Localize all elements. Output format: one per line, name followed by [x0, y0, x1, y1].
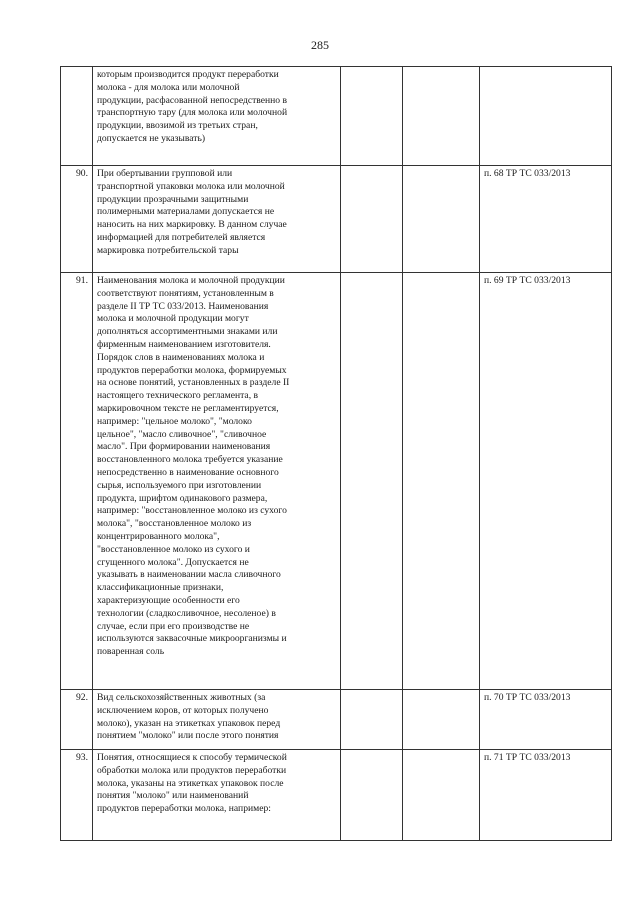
reference-cell [480, 67, 612, 166]
requirement-text: которым производится продукт переработки молока - для молока или молочной продукции, расфасованной непосредственно в транспортную тару (для молока или молочной продукции, ввозимой из третьих стран, допускается не указывать) [93, 67, 341, 166]
row-number: 91. [61, 273, 93, 690]
requirements-table [60, 66, 612, 841]
empty-cell [341, 273, 403, 690]
table-row [61, 690, 612, 750]
row-number: 93. [61, 750, 93, 841]
table-row [61, 67, 612, 166]
empty-cell [403, 273, 480, 690]
table-row [61, 750, 612, 841]
requirement-text: Понятия, относящиеся к способу термической обработки молока или продуктов переработки молока, указаны на этикетках упаковок после понятия "молоко" или наименований продуктов переработки молока, например: [93, 750, 341, 841]
requirement-text: При обертывании групповой или транспортной упаковки молока или молочной продукции прозрачными защитными полимерными материалами допускается не наносить на них маркировку. В данном случае информацией для потребителей является маркировка потребительской тары [93, 166, 341, 273]
empty-cell [403, 67, 480, 166]
empty-cell [403, 750, 480, 841]
empty-cell [341, 67, 403, 166]
row-number: 92. [61, 690, 93, 750]
row-number: 90. [61, 166, 93, 273]
reference-cell: п. 69 ТР ТС 033/2013 [480, 273, 612, 690]
reference-cell: п. 70 ТР ТС 033/2013 [480, 690, 612, 750]
empty-cell [341, 690, 403, 750]
empty-cell [403, 166, 480, 273]
page-number: 285 [311, 38, 329, 52]
reference-cell: п. 68 ТР ТС 033/2013 [480, 166, 612, 273]
table-row [61, 273, 612, 690]
requirement-text: Вид сельскохозяйственных животных (за исключением коров, от которых получено молоко), указан на этикетках упаковок перед понятием "молоко" или после этого понятия [93, 690, 341, 750]
empty-cell [403, 690, 480, 750]
empty-cell [341, 166, 403, 273]
row-number [61, 67, 93, 166]
reference-cell: п. 71 ТР ТС 033/2013 [480, 750, 612, 841]
requirement-text: Наименования молока и молочной продукции соответствуют понятиям, установленным в разделе II ТР ТС 033/2013. Наименования молока и молочной продукции могут дополняться ассортиментными знаками или фирменным наименованием изготовителя. Порядок слов в наименованиях молока и продуктов переработки молока, формируемых на основе понятий, установленных в разделе II настоящего технического регламента, в маркировочном тексте не регламентируется, например: "цельное молоко", "молоко цельное", "масло сливочное", "сливочное масло". При формировании наименования восстановленного молока требуется указание непосредственно в наименование основного сырья, используемого при изготовлении продукта, шрифтом одинакового размера, например: "восстановленное молоко из сухого молока", "восстановленное молоко из концентрированного молока", "восстановленное молоко из сухого и сгущенного молока". Допускается не указывать в наименовании масла сливочного классификационные признаки, характеризующие особенности его технологии (сладкосливочное, несоленое) в случае, если при его производстве не используются заквасочные микроорганизмы и поваренная соль [93, 273, 341, 690]
empty-cell [341, 750, 403, 841]
table-row [61, 166, 612, 273]
